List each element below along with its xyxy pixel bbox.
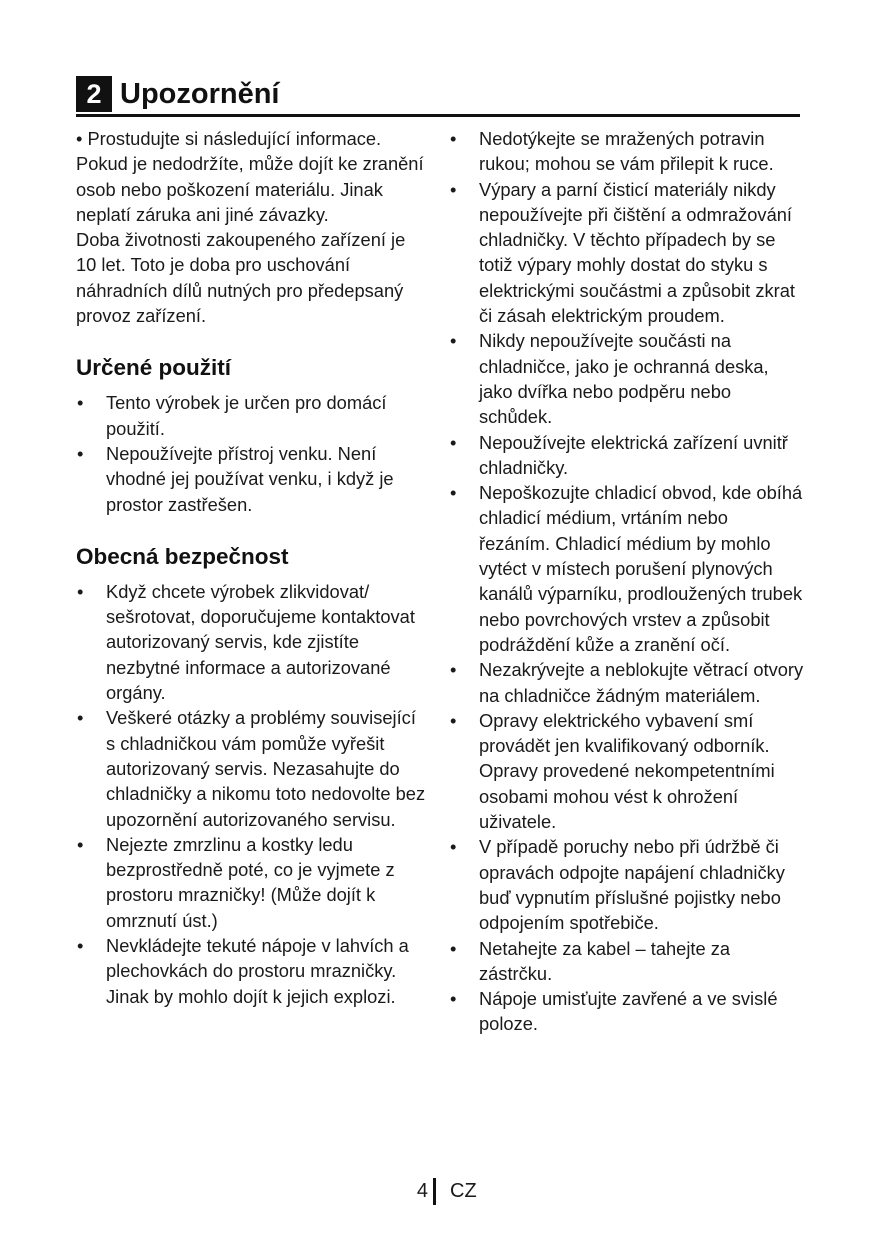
list-item-text: Nedotýkejte se mražených potravin rukou; mohou se vám přilepit k ruce. (479, 128, 774, 175)
left-column (76, 126, 426, 1009)
list-item-text: Veškeré otázky a problémy související s chladničkou vám pomůže vyřešit autorizovaný servis. Nezasahujte do chladničky a nikomu toto nedovolte bez upozornění autorizovaného servisu. (106, 707, 426, 830)
general-safety-list (76, 579, 426, 1009)
list-item-text: Nezakrývejte a neblokujte větrací otvory na chladničce žádným materiálem. (479, 659, 804, 706)
list-item (76, 933, 426, 1009)
page-number: 4 (416, 1180, 428, 1202)
bullet: • (450, 836, 457, 858)
list-item-text: Nejezte zmrzlinu a kostky ledu bezprostředně poté, co je vyjmete z prostoru mrazničky! (Může dojít k omrznutí úst.) (106, 833, 395, 931)
bullet: • (450, 709, 457, 731)
bullet: • (450, 937, 457, 959)
bullet: • (77, 580, 84, 602)
list-item (76, 579, 426, 705)
list-item-text: Nepoužívejte přístroj venku. Není vhodné jej používat venku, i když je prostor zastřešen. (106, 442, 394, 515)
bullet: • (77, 392, 84, 414)
bullet: • (450, 330, 457, 352)
list-item (449, 480, 804, 657)
list-item (76, 441, 426, 517)
safety-list-continued (449, 126, 804, 1037)
intended-use-list (76, 390, 426, 516)
list-item (449, 657, 804, 708)
list-item-text: Nikdy nepoužívejte součásti na chladničce, jako je ochranná deska, jako dvířka nebo podpěru nebo schůdek. (479, 330, 769, 428)
page-footer (0, 1176, 874, 1206)
bullet: • (450, 128, 457, 149)
list-item (449, 708, 804, 834)
section-heading-intended-use: Určené použití (76, 355, 232, 381)
chapter-title: Upozornění (120, 78, 280, 110)
intro-paragraph: • Prostudujte si následující informace. Pokud je nedodržíte, může dojít ke zranění osob nebo poškození materiálu. Jinak neplatí záruka ani jiné závazky. (76, 128, 424, 225)
bullet: • (450, 659, 457, 681)
chapter-number: 2 (76, 76, 112, 112)
list-item-text: Tento výrobek je určen pro domácí použití. (106, 392, 387, 439)
list-item (449, 986, 804, 1037)
list-item-text: Opravy elektrického vybavení smí provádět jen kvalifikovaný odborník. Opravy provedené nekompetentními osobami mohou vést k ohrožení uživatele. (479, 709, 775, 833)
list-item-text: Výpary a parní čisticí materiály nikdy nepoužívejte při čištění a odmražování chladničky. V těchto případech by se totiž výpary mohly dostat do styku s elektrickými součástmi a způsobit zkrat či zásah elektrickým proudem. (479, 178, 795, 327)
bullet: • (77, 707, 84, 729)
right-column (449, 126, 804, 1037)
list-item-text: Nepoužívejte elektrická zařízení uvnitř chladničky. (479, 431, 788, 478)
language-code: CZ (450, 1180, 477, 1202)
bullet: • (450, 178, 457, 200)
bullet: • (77, 442, 84, 464)
list-item-text: Když chcete výrobek zlikvidovat/ sešrotovat, doporučujeme kontaktovat autorizovaný servis, kde zjistíte nezbytné informace a autorizované orgány. (106, 580, 415, 704)
list-item (449, 936, 804, 987)
bullet: • (77, 833, 84, 855)
list-item (449, 834, 804, 935)
list-item (76, 705, 426, 831)
list-item (449, 328, 804, 429)
list-item-text: Nepoškozujte chladicí obvod, kde obíhá chladicí médium, vrtáním nebo řezáním. Chladicí médium by mohlo vytéct v místech porušení plynových kanálů výparníku, prodloužených trubek nebo povrchových vrstev a způsobit podráždění kůže a zranění očí. (479, 482, 803, 655)
bullet: • (450, 988, 457, 1010)
section-heading-general-safety: Obecná bezpečnost (76, 543, 289, 569)
lifetime-paragraph: Doba životnosti zakoupeného zařízení je 10 let. Toto je doba pro uschování náhradních dílů nutných pro předepsaný provoz zařízení. (76, 229, 406, 327)
list-item (449, 177, 804, 329)
list-item (449, 430, 804, 481)
list-item (449, 126, 804, 177)
bullet: • (450, 431, 457, 453)
list-item (76, 832, 426, 933)
list-item-text: Nápoje umisťujte zavřené a ve svislé poloze. (479, 988, 778, 1035)
list-item-text: Netahejte za kabel – tahejte za zástrčku. (479, 937, 731, 984)
list-item-text: Nevkládejte tekuté nápoje v lahvích a plechovkách do prostoru mrazničky. Jinak by mohlo dojít k jejich explozi. (106, 935, 409, 1007)
chapter-header (76, 74, 800, 117)
bullet: • (77, 935, 84, 957)
footer-divider (433, 1178, 436, 1205)
list-item (76, 390, 426, 441)
bullet: • (450, 482, 457, 504)
list-item-text: V případě poruchy nebo při údržbě či opravách odpojte napájení chladničky buď vypnutím příslušné pojistky nebo odpojením spotřebiče. (479, 836, 785, 934)
